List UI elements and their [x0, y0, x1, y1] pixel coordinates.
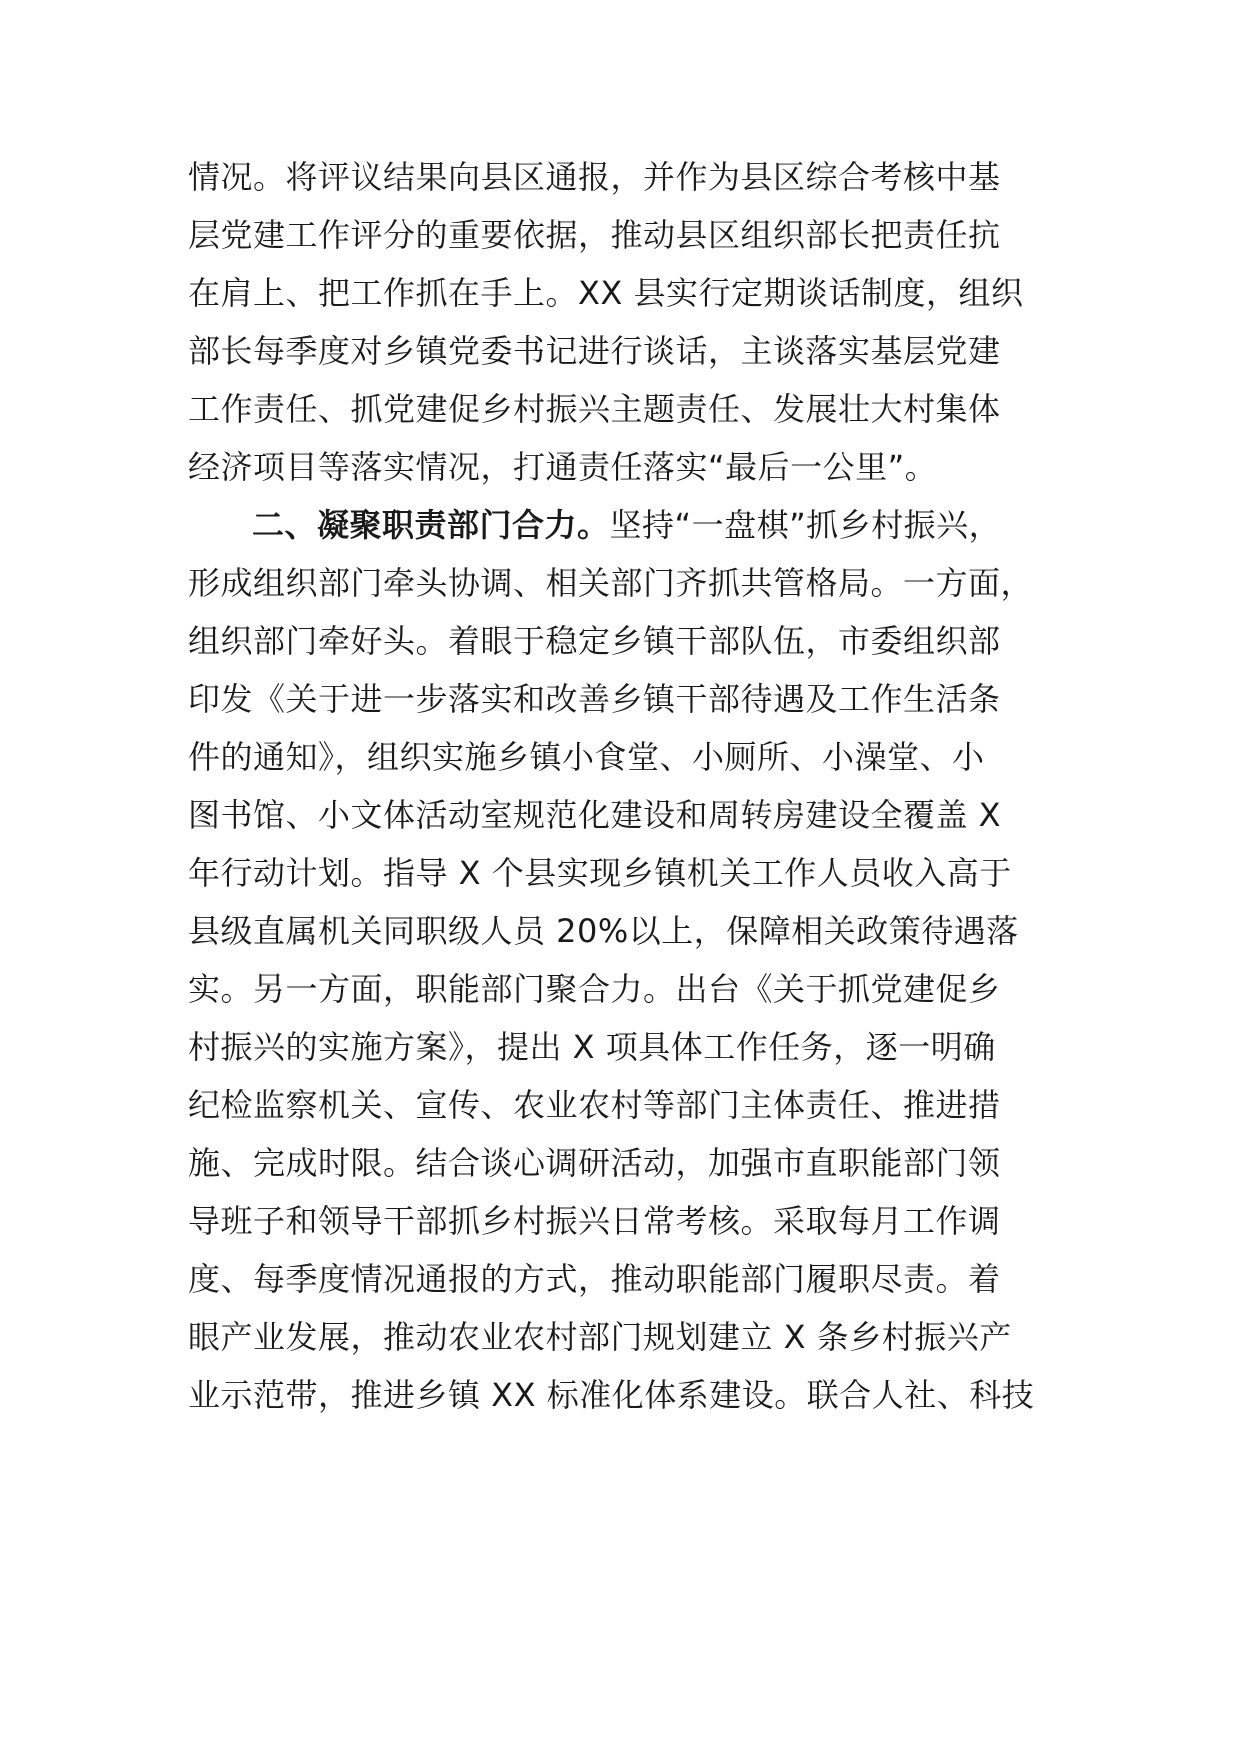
text-line: 情况。将评议结果向县区通报，并作为县区综合考核中基 — [188, 158, 1001, 196]
text-line: 件的通知》，组织实施乡镇小食堂、小厕所、小澡堂、小 — [188, 738, 985, 776]
text-line: 眼产业发展，推动农业农村部门规划建立 X 条乡村振兴产 — [188, 1318, 1012, 1356]
text-line: 村振兴的实施方案》，提出 X 项具体工作任务，逐一明确 — [188, 1028, 996, 1066]
text-line: 导班子和领导干部抓乡村振兴日常考核。采取每月工作调 — [188, 1202, 1001, 1240]
text-line: 施、完成时限。结合谈心调研活动，加强市直职能部门领 — [188, 1144, 1001, 1182]
section-heading-line — [252, 505, 1001, 545]
section-heading: 二、凝聚职责部门合力。 — [252, 506, 610, 544]
text-line: 业示范带，推进乡镇 XX 标准化体系建设。联合人社、科技 — [188, 1376, 1035, 1414]
text-line: 经济项目等落实情况，打通责任落实“最后一公里”。 — [188, 448, 938, 486]
text-line: 图书馆、小文体活动室规范化建设和周转房建设全覆盖 X — [188, 796, 1002, 834]
text-line: 县级直属机关同职级人员 20%以上，保障相关政策待遇落 — [188, 912, 1019, 950]
text-line: 实。另一方面，职能部门聚合力。出台《关于抓党建促乡 — [188, 970, 1001, 1008]
text-line: 形成组织部门牵头协调、相关部门齐抓共管格局。一方面， — [188, 564, 1034, 602]
text-line: 部长每季度对乡镇党委书记进行谈话，主谈落实基层党建 — [188, 332, 1001, 370]
text-line: 度、每季度情况通报的方式，推动职能部门履职尽责。着 — [188, 1260, 1001, 1298]
text-line: 年行动计划。指导 X 个县实现乡镇机关工作人员收入高于 — [188, 854, 1012, 892]
text-line: 组织部门牵好头。着眼于稳定乡镇干部队伍，市委组织部 — [188, 622, 1001, 660]
text-line: 工作责任、抓党建促乡村振兴主题责任、发展壮大村集体 — [188, 390, 1001, 428]
text-line: 纪检监察机关、宣传、农业农村等部门主体责任、推进措 — [188, 1086, 1001, 1124]
section-heading-continuation: 坚持“一盘棋”抓乡村振兴， — [609, 506, 1002, 544]
text-line: 印发《关于进一步落实和改善乡镇干部待遇及工作生活条 — [188, 680, 1001, 718]
text-line: 层党建工作评分的重要依据，推动县区组织部长把责任抗 — [188, 216, 1001, 254]
text-line: 在肩上、把工作抓在手上。XX 县实行定期谈话制度，组织 — [188, 274, 1024, 312]
